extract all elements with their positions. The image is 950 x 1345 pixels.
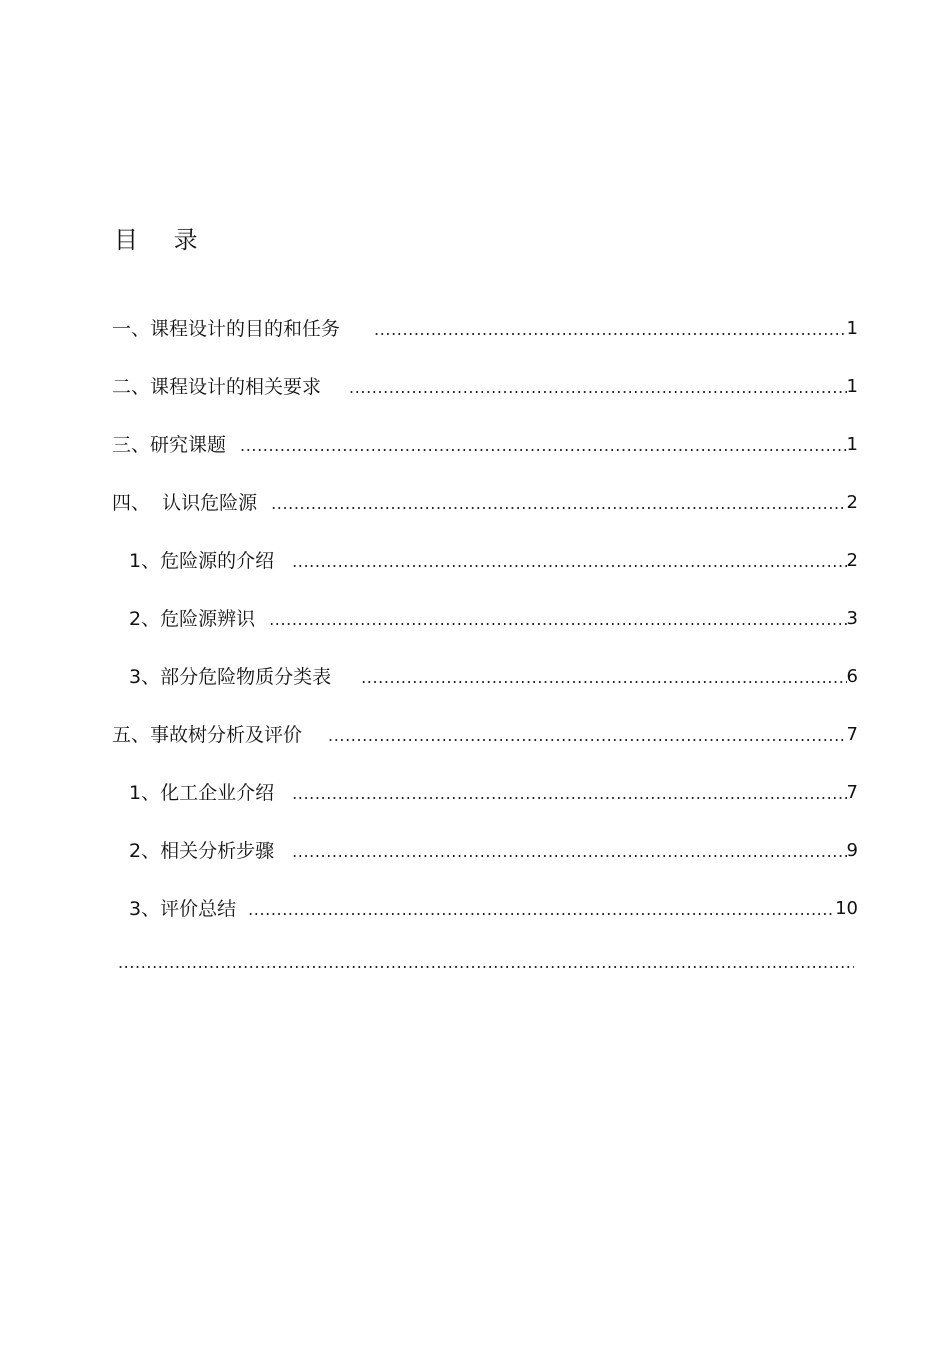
toc-leader: [292, 551, 846, 573]
toc-entry[interactable]: [129, 662, 858, 692]
toc-entry-label: 3、评价总结: [129, 898, 237, 920]
trailing-dot-leader: [118, 953, 854, 977]
toc-entry[interactable]: [112, 372, 858, 402]
toc-entry[interactable]: [112, 720, 858, 750]
toc-title: 目 录: [114, 226, 212, 254]
toc-leader: [269, 609, 846, 631]
toc-entry[interactable]: [129, 604, 858, 634]
toc-page-number: 6: [846, 666, 858, 687]
toc-leader: [328, 725, 847, 747]
toc-leader: [292, 841, 846, 863]
toc-entry-label: 2、危险源辨识: [129, 608, 256, 630]
toc-page-number: 7: [846, 724, 858, 745]
toc-entry-label: 3、部分危险物质分类表: [129, 666, 332, 688]
toc-page-number: 9: [846, 840, 858, 861]
toc-entry-label: 四、 认识危险源: [112, 492, 258, 514]
toc-page-number: 3: [846, 608, 858, 629]
toc-page-number: 10: [835, 898, 858, 919]
toc-leader: [240, 435, 847, 457]
toc-entry-label: 2、相关分析步骤: [129, 840, 275, 862]
toc-page-number: 2: [846, 492, 858, 513]
toc-leader: [292, 783, 846, 805]
toc-entry[interactable]: [129, 836, 858, 866]
toc-entry[interactable]: [112, 488, 858, 518]
toc-entry-label: 1、化工企业介绍: [129, 782, 275, 804]
toc-page-number: 7: [846, 782, 858, 803]
toc-entry[interactable]: [112, 314, 858, 344]
toc-entry[interactable]: [129, 894, 858, 924]
toc-page-number: 2: [846, 550, 858, 571]
toc-entry[interactable]: [129, 546, 858, 576]
toc-page-number: 1: [846, 376, 858, 397]
toc-leader: [349, 377, 847, 399]
toc-entry-label: 五、事故树分析及评价: [112, 724, 303, 746]
toc-entry[interactable]: [112, 430, 858, 460]
toc-entry-label: 二、课程设计的相关要求: [112, 376, 322, 398]
toc-entry[interactable]: [129, 778, 858, 808]
toc-page-number: 1: [846, 318, 858, 339]
toc-leader: [374, 319, 847, 341]
toc-entry-label: 三、研究课题: [112, 434, 227, 456]
toc-leader: [271, 493, 846, 515]
toc-leader: [361, 667, 846, 689]
toc-leader: [248, 899, 835, 921]
toc-entry-label: 一、课程设计的目的和任务: [112, 318, 341, 340]
toc-entry-label: 1、危险源的介绍: [129, 550, 275, 572]
toc-page-number: 1: [846, 434, 858, 455]
